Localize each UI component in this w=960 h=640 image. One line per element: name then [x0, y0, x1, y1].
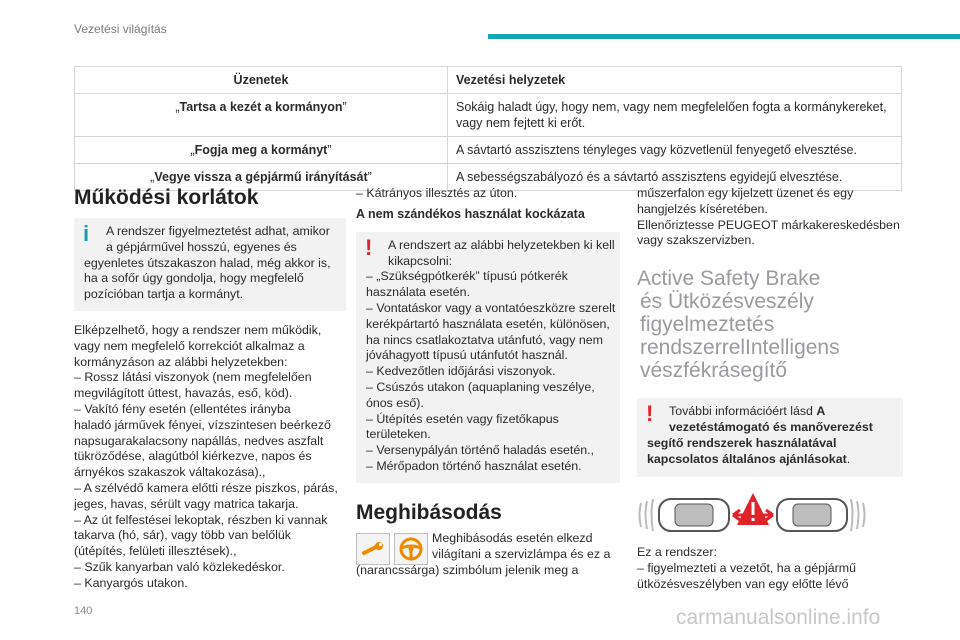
body-line: – A szélvédő kamera előtti része piszkos, párás, [74, 480, 338, 495]
steering-wheel-icon [394, 533, 428, 565]
body-line: (útépítés, felületi illesztések)., [74, 544, 237, 559]
heading-line: Active Safety Brake [637, 267, 821, 291]
body-line: megvilágított úttest, havazás, eső, köd). [74, 386, 293, 401]
body-line: Ez a rendszer: [637, 545, 717, 560]
note-line: egyenletes útszakaszon halad, még akkor is, [84, 255, 331, 270]
header-accent-bar [488, 34, 960, 39]
right-column [637, 186, 903, 593]
note-line: – Csúszós utakon (aquaplaning veszélye, [366, 379, 595, 394]
body-line: – Rossz látási viszonyok (nem megfelelően [74, 370, 312, 385]
info-icon: i [83, 221, 90, 246]
warning-note [356, 232, 620, 483]
body-text [356, 186, 620, 202]
note-line: ónos eső). [366, 395, 424, 410]
message-cell [75, 137, 448, 164]
body-line: ütközésveszélyben van egy előtte lévő [637, 576, 849, 591]
body-line: – Vakító fény esetén (ellentétes irányba [74, 401, 291, 416]
table-row [75, 94, 902, 137]
table-row [75, 137, 902, 164]
body-line: hangjelzés kíséretében. [637, 201, 768, 216]
section-heading [637, 267, 903, 382]
running-header: Vezetési világítás [74, 22, 167, 36]
quote-close: ” [342, 100, 347, 114]
middle-column [356, 186, 620, 579]
note-line: – Mérőpadon történő használat esetén. [366, 458, 582, 473]
body-line: vagy nem megfelelő korrekciót alkalmaz a [74, 338, 305, 353]
situation-cell [448, 137, 902, 164]
note-line: A rendszer figyelmeztetést adhat, amikor [106, 224, 330, 238]
body-line: – Kanyargós utakon. [74, 575, 188, 590]
body-text [74, 323, 346, 592]
body-line: napsugarakalacsony napállás, nedves aszfalt [74, 433, 324, 448]
note-line: a gépjárművel hosszú, egyenes és [106, 239, 297, 254]
body-line: kormányzáson az alábbi helyzetekben: [74, 354, 288, 369]
collision-illustration [637, 491, 903, 539]
message-cell [75, 94, 448, 137]
note-line: vezetéstámogató és manőverezést [669, 419, 873, 434]
section-heading: Működési korlátok [74, 186, 259, 209]
subheading: A nem szándékos használat kockázata [356, 206, 585, 221]
quote-open: „ [175, 100, 180, 114]
message-text: Fogja meg a kormányt [194, 143, 328, 157]
messages-table [74, 66, 902, 191]
body-line: – Az út felfestései lekoptak, részben ki vannak [74, 512, 328, 527]
quote-open: „ [150, 170, 155, 184]
situation-line: A sávtartó asszisztens tényleges vagy közvetlenül fenyegető elvesztése. [456, 143, 857, 157]
note-line: kerékpártartó használata esetén, különösen, [366, 316, 610, 331]
quote-open: „ [190, 143, 195, 157]
body-text [637, 186, 903, 249]
body-line: Meghibásodás esetén elkezd [432, 530, 593, 545]
note-line: segítő rendszerek használatával [647, 435, 837, 450]
note-line: – Vontatáskor vagy a vontatóeszközre szerelt [366, 300, 616, 315]
note-line: ha a sofőr úgy gondolja, hogy megfelelő [84, 271, 304, 286]
message-text: Tartsa a kezét a kormányon [179, 100, 343, 114]
note-line: területeken. [366, 427, 431, 442]
body-line: – Szűk kanyarban való közlekedéskor. [74, 559, 285, 574]
column-header: Vezetési helyzetek [448, 67, 902, 94]
heading-line: és Ütközésveszély [640, 290, 814, 314]
quote-close: ” [367, 170, 372, 184]
collision-warning-icon [637, 491, 867, 539]
heading-line: vészfékrásegítő [640, 359, 788, 383]
body-line: árnyékos szakaszok váltakozása)., [74, 465, 266, 480]
column-header: Üzenetek [75, 67, 448, 94]
situation-line: Sokáig haladt úgy, hogy nem, vagy nem megfelelően fogta a kormánykereket, [456, 100, 887, 114]
body-line: Elképzelhető, hogy a rendszer nem működik, [74, 322, 322, 337]
note-line: kikapcsolni: [388, 253, 453, 268]
note-line: További információért lásd A [669, 404, 826, 419]
table-header-row [75, 67, 902, 94]
note-line: – Kedvezőtlen időjárási viszonyok. [366, 364, 556, 379]
note-line: pozícióban tartja a kormányt. [84, 287, 244, 302]
warning-icon: ! [646, 401, 654, 427]
note-line: ha nincs csatlakoztatva utánfutó, vagy nem [366, 332, 603, 347]
body-line: – figyelmezteti a vezetőt, ha a gépjármű [637, 561, 857, 576]
quote-close: ” [327, 143, 332, 157]
situation-line: vagy nem fejtett ki erőt. [456, 116, 586, 130]
left-column [74, 186, 346, 592]
watermark: carmanualsonline.info [676, 606, 881, 629]
body-line: haladó járművek fényei, vízszintesen beérkező [74, 417, 331, 432]
body-line: tükröződése, alagútból kiérkezve, napos és [74, 449, 312, 464]
warning-note [637, 398, 903, 477]
section-heading: Meghibásodás [356, 500, 502, 524]
body-text [637, 545, 903, 592]
note-line: A rendszert az alábbi helyzetekben ki kell [388, 237, 615, 252]
body-line: műszerfalon egy kijelzett üzenet és egy [637, 186, 854, 200]
heading-line: rendszerrelIntelligens [640, 336, 840, 360]
body-line: vagy szakszervizben. [637, 233, 755, 248]
body-line: takarva (hó, sár), vagy több van belőlük [74, 528, 291, 543]
note-line: jóváhagyott típusú utánfutót használ. [366, 348, 568, 363]
heading-line: figyelmeztetés [640, 313, 775, 337]
fault-text [432, 531, 610, 563]
body-line: jeges, havas, sérült vagy matrica takarja. [74, 496, 299, 511]
note-line: használata esetén. [366, 285, 471, 300]
body-line: világítani a szervizlámpa és ez a [432, 546, 611, 561]
body-line: Ellenőriztesse PEUGEOT márkakereskedésben [637, 217, 900, 232]
note-line: – Útépítés esetén vagy fizetőkapus [366, 411, 559, 426]
note-line: – Versenypályán történő haladás esetén., [366, 443, 595, 458]
situation-line: A sebességszabályozó és a sávtartó asszisztens egyidejű elvesztése. [456, 170, 843, 184]
page-number: 140 [74, 605, 93, 617]
situation-cell [448, 94, 902, 137]
message-text: Vegye vissza a gépjármű irányítását [154, 170, 368, 184]
warning-icon: ! [365, 234, 373, 260]
body-line: – Kátrányos illesztés az úton. [356, 186, 518, 200]
fault-text-cont [356, 563, 578, 579]
note-line: kapcsolatos általános ajánlásokat. [647, 451, 851, 466]
note-line: – „Szükségpótkerék” típusú pótkerék [366, 269, 568, 284]
fault-block [356, 531, 620, 579]
info-note [74, 218, 346, 311]
body-line: (narancssárga) szimbólum jelenik meg a [356, 562, 579, 577]
wrench-icon [356, 533, 390, 565]
